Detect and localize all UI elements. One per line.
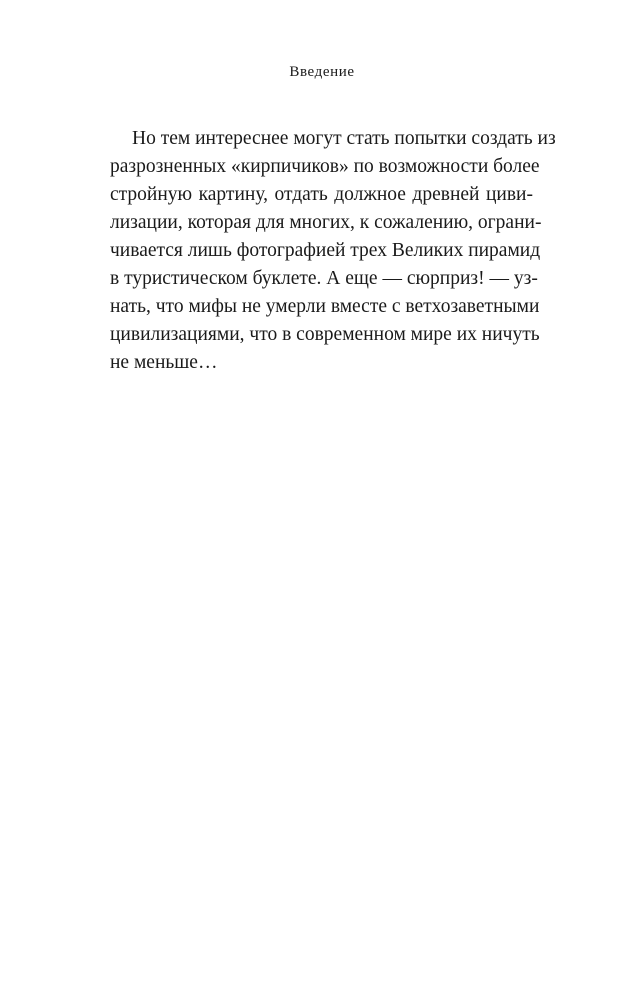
paragraph-line: стройную картину, отдать должное древней циви- (110, 184, 533, 205)
paragraph-line: лизации, которая для многих, к сожалению, ограни- (110, 212, 542, 233)
body-paragraph (110, 125, 556, 377)
paragraph-line: нать, что мифы не умерли вместе с ветхозаветными (110, 296, 540, 317)
paragraph-line: разрозненных «кирпичиков» по возможности более (110, 156, 540, 177)
running-head: Введение (289, 64, 355, 80)
paragraph-line: в туристическом буклете. А еще — сюрприз! — уз- (110, 268, 538, 289)
paragraph-line: чивается лишь фотографией трех Великих пирамид (110, 240, 541, 261)
paragraph-line: цивилизациями, что в современном мире их ничуть (110, 324, 540, 345)
paragraph-line: не меньше… (110, 352, 218, 373)
paragraph-line: Но тем интереснее могут стать попытки создать из (132, 128, 556, 149)
